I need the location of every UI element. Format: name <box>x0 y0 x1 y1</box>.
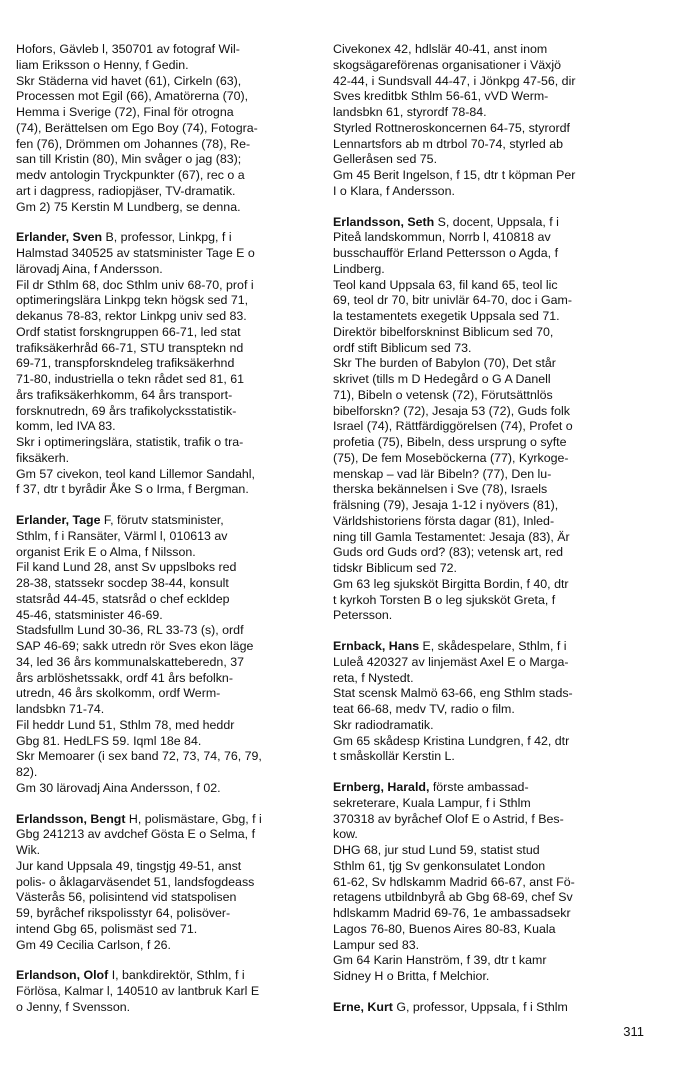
entry-line <box>16 827 316 843</box>
entry-text: f 37, dtr t byrådir Åke S o Irma, f Bergman. <box>16 482 249 497</box>
entry-line <box>333 749 638 765</box>
entry-text: optimeringslära Linkpg tekn högsk sed 71, <box>16 293 249 308</box>
entry-text: kow. <box>333 827 358 842</box>
entry-text: Fil kand Lund 28, anst Sv uppslboks red <box>16 560 237 575</box>
entry-text: Gm 30 lärovadj Aina Andersson, f 02. <box>16 780 221 795</box>
entry-line <box>16 890 316 906</box>
entry-line <box>16 655 316 671</box>
entry-text: Guds ord Guds ord? (83); vetensk art, red <box>333 545 564 560</box>
entry-line <box>333 577 638 593</box>
entry-text: Lennartsfors ab m dtrbol 70-74, styrled ab <box>333 136 564 151</box>
entry-heading: Erlandsson, Seth <box>333 214 435 229</box>
entry-line <box>333 309 638 325</box>
entry-line <box>333 451 638 467</box>
entry-text: frälsning (79), Jesaja 1-12 i nyövers (81), <box>333 498 559 512</box>
entry-text: S, docent, Uppsala, f i <box>434 214 559 229</box>
biography-entry <box>16 513 316 797</box>
entry-text: Wik. <box>16 843 41 857</box>
entry-line <box>333 514 638 530</box>
entry-text: fen (76), Drömmen om Johannes (78), Re- <box>16 136 251 151</box>
entry-line <box>16 42 316 58</box>
entry-text: Gelleråsen sed 75. <box>333 152 438 167</box>
entry-line <box>333 686 638 702</box>
entry-text: t småskollär Kerstin L. <box>333 749 455 764</box>
entry-line <box>16 372 316 388</box>
entry-line <box>333 293 638 309</box>
biography-entry <box>16 42 316 215</box>
entry-line <box>333 74 638 90</box>
entry-text: (74), Berättelsen om Ego Boy (74), Fotogra- <box>16 120 258 135</box>
entry-line <box>333 1000 638 1016</box>
entry-line <box>16 906 316 922</box>
entry-line <box>333 105 638 121</box>
entry-text: ordf stift Biblicum sed 73. <box>333 340 472 355</box>
entry-text: Piteå landskommun, Norrb l, 410818 av <box>333 230 551 245</box>
entry-text: DHG 68, jur stud Lund 59, statist stud <box>333 843 540 857</box>
entry-text: Jur kand Uppsala 49, tingstjg 49-51, anst <box>16 858 242 873</box>
entry-line <box>16 671 316 687</box>
entry-text: busschaufför Erland Pettersson o Agda, f <box>333 246 559 260</box>
entry-line <box>333 278 638 294</box>
entry-text: intend Gbg 65, polismäst sed 71. <box>16 921 198 936</box>
entry-line <box>333 121 638 137</box>
entry-text: 28-38, statssekr socdep 38-44, konsult <box>16 576 229 590</box>
entry-text: 71), Bibeln o vetensk (72), Förutsättnlös <box>333 387 553 402</box>
entry-line <box>333 827 638 843</box>
entry-line <box>333 89 638 105</box>
entry-line <box>333 356 638 372</box>
entry-line <box>16 545 316 561</box>
entry-text: tidskr Biblicum sed 72. <box>333 561 457 575</box>
entry-text: Sthlm 61, tjg Sv genkonsulatet London <box>333 858 546 873</box>
entry-text: medv antologin Tryckpunkter (67), rec o a <box>16 168 245 182</box>
entry-text: Sthlm, f i Ransäter, Värml l, 010613 av <box>16 528 228 543</box>
entry-line <box>16 467 316 483</box>
entry-line <box>16 404 316 420</box>
entry-line <box>333 953 638 969</box>
entry-text: Israel (74), Rättfärdiggörelsen (74), Profet o <box>333 419 573 434</box>
entry-line <box>16 325 316 341</box>
entry-text: Luleå 420327 av linjemäst Axel E o Marga- <box>333 654 569 669</box>
entry-line <box>16 262 316 278</box>
entry-line <box>16 74 316 90</box>
entry-line <box>16 230 316 246</box>
entry-line <box>16 576 316 592</box>
entry-text: Teol kand Uppsala 63, fil kand 65, teol lic <box>333 277 558 292</box>
entry-text: Stat scensk Malmö 63-66, eng Sthlm stads- <box>333 686 573 701</box>
entry-line <box>16 246 316 262</box>
entry-text: Lampur sed 83. <box>333 937 420 952</box>
entry-text: 45-46, statsminister 46-69. <box>16 607 163 622</box>
biography-entry <box>333 1000 638 1016</box>
entry-text: Gm 57 civekon, teol kand Lillemor Sandahl, <box>16 466 255 481</box>
entry-text: Petersson. <box>333 608 393 623</box>
entry-line <box>333 230 638 246</box>
entry-line <box>16 781 316 797</box>
entry-text: Direktör bibelforskninst Biblicum sed 70, <box>333 324 554 339</box>
entry-line <box>16 686 316 702</box>
entry-line <box>16 623 316 639</box>
entry-line <box>333 608 638 624</box>
entry-line <box>333 796 638 812</box>
entry-text: lärovadj Aina, f Andersson. <box>16 261 163 276</box>
entry-line <box>16 702 316 718</box>
entry-text: 34, led 36 års kommunalskatteberedn, 37 <box>16 654 244 669</box>
entry-text: organist Erik E o Alma, f Nilsson. <box>16 544 196 559</box>
entry-line <box>16 984 316 1000</box>
entry-line <box>16 152 316 168</box>
entry-heading: Ernback, Hans <box>333 639 420 653</box>
entry-text: profetia (75), Bibeln, dess ursprung o syfte <box>333 435 567 449</box>
entry-text: trafiksäkerhråd 66-71, STU transptekn nd <box>16 340 244 355</box>
entry-line <box>16 875 316 891</box>
entry-text: san till Kristin (80), Min svåger o jag (83); <box>16 152 242 167</box>
entry-text: SAP 46-69; sakk utredn rör Sves ekon läge <box>16 639 254 653</box>
entry-line <box>333 812 638 828</box>
right-column <box>333 42 638 1031</box>
entry-line <box>16 749 316 765</box>
entry-text: G, professor, Uppsala, f i Sthlm <box>392 999 568 1014</box>
entry-line <box>333 372 638 388</box>
entry-line <box>16 938 316 954</box>
entry-text: forsknutredn, 69 års trafikolycksstatistik- <box>16 403 237 418</box>
entry-line <box>333 42 638 58</box>
entry-line <box>333 215 638 231</box>
entry-line <box>16 922 316 938</box>
entry-text: Sves kreditbk Sthlm 56-61, vVD Werm- <box>333 89 549 104</box>
entry-heading: Ernberg, Harald, <box>333 780 430 794</box>
entry-line <box>16 812 316 828</box>
entry-text: dekanus 78-83, rektor Linkpg univ sed 83. <box>16 309 247 323</box>
entry-line <box>333 922 638 938</box>
entry-text: bibelforskn? (72), Jesaja 53 (72), Guds folk <box>333 403 570 418</box>
entry-heading: Erlandsson, Bengt <box>16 811 126 826</box>
entry-text: komm, led IVA 83. <box>16 419 116 434</box>
entry-line <box>16 309 316 325</box>
entry-line <box>16 592 316 608</box>
entry-text: I, bankdirektör, Sthlm, f i <box>108 968 245 983</box>
entry-text: therska bekännelsen i Sve (78), Israels <box>333 482 548 497</box>
entry-line <box>16 341 316 357</box>
entry-heading: Erlander, Tage <box>16 513 101 527</box>
entry-line <box>16 89 316 105</box>
entry-text: Gm 65 skådesp Kristina Lundgren, f 42, dtr <box>333 733 570 748</box>
entry-text: H, polismästare, Gbg, f i <box>125 811 262 826</box>
entry-line <box>333 859 638 875</box>
entry-line <box>16 560 316 576</box>
entry-text: 370318 av byråchef Olof E o Astrid, f Bes- <box>333 811 564 826</box>
entry-text: Fil heddr Lund 51, Sthlm 78, med heddr <box>16 717 235 732</box>
entry-line <box>333 545 638 561</box>
entry-line <box>333 639 638 655</box>
entry-text: Skr Städerna vid havet (61), Cirkeln (63), <box>16 73 242 88</box>
entry-text: la testamentets exegetik Uppsala sed 71. <box>333 309 560 323</box>
entry-line <box>16 419 316 435</box>
entry-heading: Erne, Kurt <box>333 999 393 1014</box>
entry-text: landsbkn 61, styrordf 78-84. <box>333 105 487 119</box>
entry-line <box>333 184 638 200</box>
entry-line <box>16 734 316 750</box>
entry-heading: Erlandson, Olof <box>16 968 109 983</box>
biography-entry <box>333 639 638 765</box>
entry-line <box>16 859 316 875</box>
entry-text: B, professor, Linkpg, f i <box>102 230 232 245</box>
entry-text: Civekonex 42, hdlslär 40-41, anst inom <box>333 42 548 56</box>
entry-text: Hofors, Gävleb l, 350701 av fotograf Wil- <box>16 42 240 56</box>
entry-line <box>333 467 638 483</box>
entry-text: Skr The burden of Babylon (70), Det står <box>333 356 556 371</box>
entry-text: reta, f Nystedt. <box>333 670 414 685</box>
entry-text: Fil dr Sthlm 68, doc Sthlm univ 68-70, prof i <box>16 277 254 292</box>
entry-text: 61-62, Sv hdlskamm Madrid 66-67, anst Fö- <box>333 874 575 889</box>
entry-text: Gm 45 Berit Ingelson, f 15, dtr t köpman Per <box>333 168 576 182</box>
entry-text: F, förutv statsminister, <box>100 513 224 527</box>
entry-text: Gm 49 Cecilia Carlson, f 26. <box>16 937 171 952</box>
entry-line <box>16 529 316 545</box>
entry-line <box>333 906 638 922</box>
entry-text: Skr i optimeringslära, statistik, trafik o tra- <box>16 435 244 449</box>
entry-text: Gm 63 leg sjuksköt Birgitta Bordin, f 40, dtr <box>333 576 569 591</box>
entry-text: 69, teol dr 70, bitr univlär 64-70, doc i Gam- <box>333 293 572 308</box>
entry-text: art i dagpress, radiopjäser, TV-dramatik. <box>16 183 236 198</box>
entry-text: skrivet (tills m D Hedegård o G A Danell <box>333 372 551 386</box>
entry-text: ning till Gamla Testamentet: Jesaja (83), Är <box>333 529 570 544</box>
entry-text: 42-44, i Sundsvall 44-47, i Jönkpg 47-56, dir <box>333 73 576 88</box>
entry-text: liam Eriksson o Henny, f Gedin. <box>16 57 189 72</box>
entry-text: landsbkn 71-74. <box>16 702 105 716</box>
entry-text: polis- o åklagarväsendet 51, landsfogdeass <box>16 874 255 889</box>
biography-entry <box>333 42 638 200</box>
entry-line <box>333 702 638 718</box>
entry-text: Västerås 56, polisintend vid statspolisen <box>16 890 237 905</box>
biography-entry <box>16 230 316 498</box>
entry-line <box>16 58 316 74</box>
biography-entry <box>333 215 638 625</box>
entry-line <box>16 718 316 734</box>
page-number: 311 <box>623 1024 644 1039</box>
entry-text: Hemma i Sverige (72), Final för otrogna <box>16 105 234 119</box>
entry-text: Gbg 241213 av avdchef Gösta E o Selma, f <box>16 827 256 842</box>
entry-text: Förlösa, Kalmar l, 140510 av lantbruk Karl E <box>16 984 260 998</box>
entry-line <box>333 498 638 514</box>
entry-text: års trafiksäkerhkomm, 64 års transport- <box>16 387 233 402</box>
entry-line <box>16 451 316 467</box>
entry-line <box>333 325 638 341</box>
entry-text: förste ambassad- <box>429 780 529 794</box>
entry-line <box>333 843 638 859</box>
entry-line <box>333 152 638 168</box>
entry-line <box>16 168 316 184</box>
entry-line <box>333 482 638 498</box>
entry-text: Processen mot Egil (66), Amatörerna (70), <box>16 89 249 104</box>
entry-text: Gbg 81. HedLFS 59. Iqml 18e 84. <box>16 733 202 748</box>
entry-line <box>16 1000 316 1016</box>
entry-line <box>16 293 316 309</box>
entry-line <box>333 969 638 985</box>
entry-line <box>333 137 638 153</box>
entry-text: fiksäkerh. <box>16 450 70 465</box>
entry-text: Sidney H o Britta, f Melchior. <box>333 969 490 983</box>
entry-line <box>16 356 316 372</box>
entry-text: Ordf statist forskngruppen 66-71, led stat <box>16 324 241 339</box>
entry-line <box>16 105 316 121</box>
biography-entry <box>333 780 638 985</box>
entry-line <box>333 875 638 891</box>
entry-text: Lindberg. <box>333 261 385 276</box>
entry-text: Gm 64 Karin Hanström, f 39, dtr t kamr <box>333 953 547 968</box>
entry-line <box>333 419 638 435</box>
entry-line <box>333 593 638 609</box>
entry-text: teat 66-68, medv TV, radio o film. <box>333 702 515 716</box>
entry-line <box>333 262 638 278</box>
entry-line <box>16 765 316 781</box>
entry-line <box>333 341 638 357</box>
entry-line <box>16 121 316 137</box>
entry-line <box>333 890 638 906</box>
entry-line <box>333 718 638 734</box>
entry-text: Skr radiodramatik. <box>333 717 434 732</box>
entry-text: års arblöshetssakk, ordf 41 års befolkn- <box>16 670 233 685</box>
entry-line <box>16 843 316 859</box>
biography-entry <box>16 968 316 1015</box>
entry-text: (75), De fem Moseböckerna (77), Kyrkoge- <box>333 450 569 465</box>
entry-line <box>16 388 316 404</box>
entry-text: 59, byråchef rikspolisstyr 64, polisöver- <box>16 906 231 920</box>
entry-text: statsråd 44-45, statsråd o chef eckldep <box>16 591 230 606</box>
entry-text: Styrled Rottneroskoncernen 64-75, styrordf <box>333 120 570 135</box>
left-column <box>16 42 316 1031</box>
entry-line <box>16 435 316 451</box>
entry-line <box>333 168 638 184</box>
entry-line <box>333 58 638 74</box>
entry-heading: Erlander, Sven <box>16 230 103 245</box>
entry-text: Gm 2) 75 Kerstin M Lundberg, se denna. <box>16 199 241 214</box>
entry-line <box>333 671 638 687</box>
entry-text: I o Klara, f Andersson. <box>333 183 455 198</box>
entry-line <box>16 137 316 153</box>
entry-line <box>333 734 638 750</box>
entry-text: menskap – vad lär Bibeln? (77), Den lu- <box>333 466 552 481</box>
entry-line <box>333 388 638 404</box>
entry-text: retagens utbildnbyrå ab Gbg 68-69, chef Sv <box>333 890 573 905</box>
entry-line <box>333 780 638 796</box>
entry-line <box>16 968 316 984</box>
entry-line <box>333 404 638 420</box>
entry-text: utredn, 46 års skolkomm, ordf Werm- <box>16 686 221 701</box>
entry-text: hdlskamm Madrid 69-76, 1e ambassadsekr <box>333 906 571 920</box>
entry-text: E, skådespelare, Sthlm, f i <box>419 639 567 653</box>
entry-line <box>333 246 638 262</box>
entry-line <box>16 608 316 624</box>
entry-line <box>16 482 316 498</box>
entry-line <box>16 184 316 200</box>
entry-line <box>333 655 638 671</box>
entry-text: Skr Memoarer (i sex band 72, 73, 74, 76, 79, <box>16 749 262 764</box>
entry-line <box>16 200 316 216</box>
entry-line <box>333 561 638 577</box>
entry-text: t kyrkoh Torsten B o leg sjuksköt Greta, f <box>333 592 556 607</box>
entry-line <box>333 530 638 546</box>
entry-text: 82). <box>16 765 38 779</box>
entry-line <box>16 639 316 655</box>
biography-entry <box>16 812 316 954</box>
entry-line <box>16 513 316 529</box>
entry-text: Lagos 76-80, Buenos Aires 80-83, Kuala <box>333 921 556 936</box>
entry-text: Halmstad 340525 av statsminister Tage E o <box>16 246 255 260</box>
entry-line <box>16 278 316 294</box>
entry-line <box>333 938 638 954</box>
entry-text: 71-80, industriella o tekn rådet sed 81, 61 <box>16 372 244 386</box>
entry-text: sekreterare, Kuala Lampur, f i Sthlm <box>333 795 531 810</box>
entry-text: o Jenny, f Svensson. <box>16 999 131 1014</box>
entry-text: 69-71, transpforskndeleg trafiksäkerhnd <box>16 356 235 371</box>
entry-text: Världshistoriens första dagar (81), Inled- <box>333 513 555 528</box>
entry-line <box>333 435 638 451</box>
entry-text: Stadsfullm Lund 30-36, RL 33-73 (s), ordf <box>16 623 244 638</box>
entry-text: skogsägareförenas organisationer i Växjö <box>333 57 561 72</box>
